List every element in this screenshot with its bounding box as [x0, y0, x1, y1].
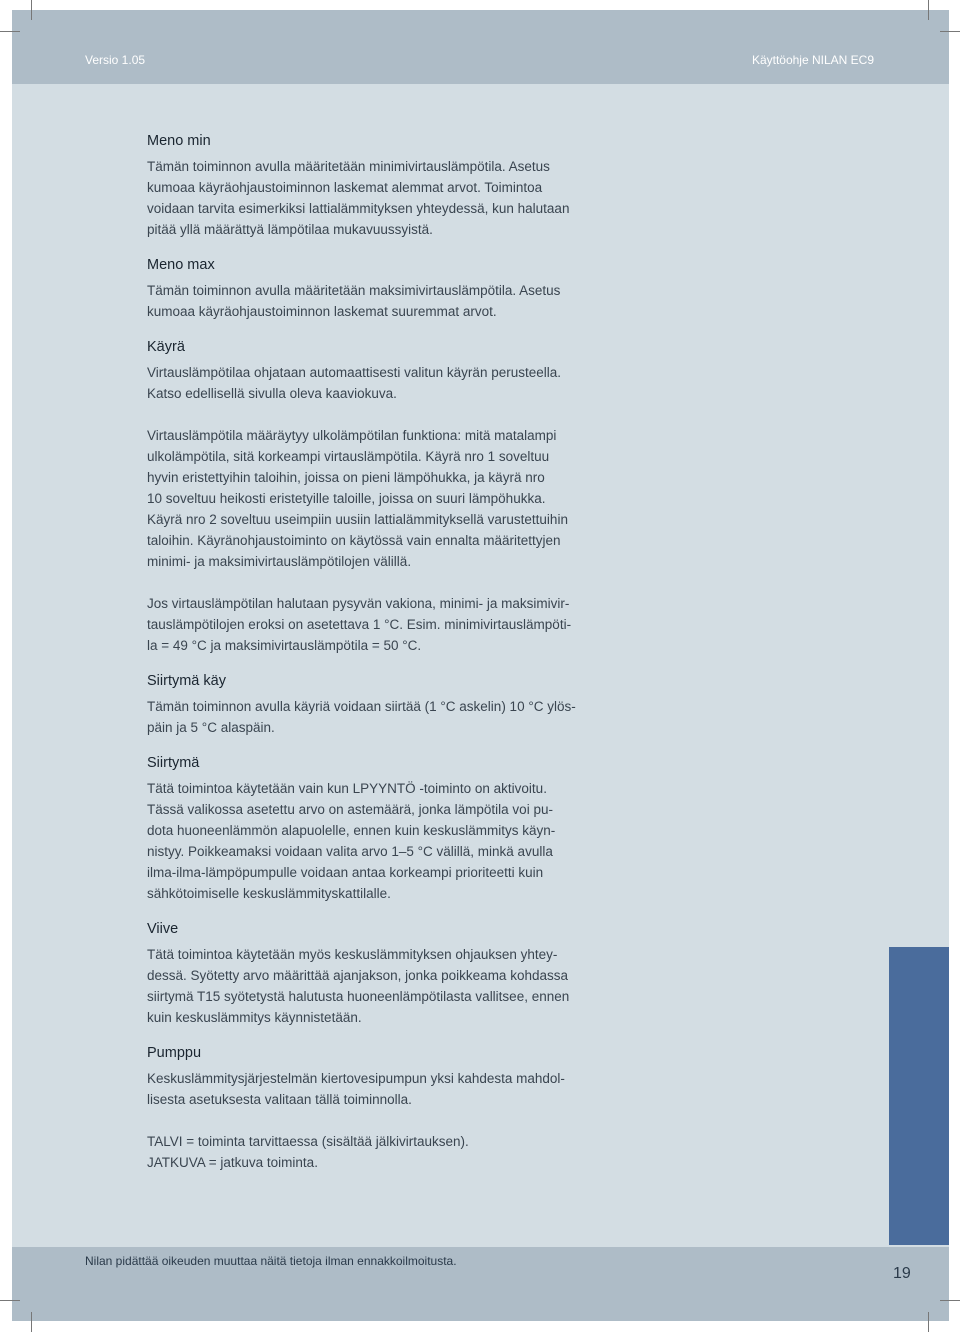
section-paragraph: Jos virtauslämpötilan halutaan pysyvän vakiona, minimi- ja maksimivir- tauslämpötilojen eroksi on asetettava 1 °C. Esim. minimivirtauslämpöti- la = 49 °C ja maksimivirtauslämpötila = 50 °C.: [147, 596, 572, 653]
crop-mark: [0, 1300, 20, 1301]
section-paragraph: Tämän toiminnon avulla määritetään maksimivirtauslämpötila. Asetus kumoaa käyräohjaustoiminnon laskemat suuremmat arvot.: [147, 283, 561, 319]
crop-mark: [928, 0, 929, 20]
section-kayra: [147, 336, 617, 656]
crop-mark: [940, 31, 960, 32]
crop-mark: [31, 0, 32, 20]
section-title: Meno max: [147, 257, 215, 273]
section-paragraph: Virtauslämpötilaa ohjataan automaattisesti valitun käyrän perusteella. Katso edellisellä sivulla oleva kaaviokuva.: [147, 365, 561, 401]
side-accent-tab: [889, 947, 949, 1245]
section-siirtyma-kay: [147, 670, 617, 738]
crop-mark: [31, 1312, 32, 1332]
section-paragraph: TALVI = toiminta tarvittaessa (sisältää jälkivirtauksen). JATKUVA = jatkuva toiminta.: [147, 1134, 469, 1170]
manual-title: Käyttöohje NILAN EC9: [751, 53, 874, 67]
section-pumppu: [147, 1042, 617, 1173]
section-meno-min: [147, 130, 617, 240]
section-meno-max: [147, 254, 617, 322]
page-number: 19: [893, 1265, 911, 1282]
footer-disclaimer: Nilan pidättää oikeuden muuttaa näitä tietoja ilman ennakkoilmoitusta.: [85, 1254, 457, 1268]
main-content: [147, 130, 617, 1173]
header-band: [12, 10, 949, 84]
section-title: Siirtymä käy: [147, 673, 226, 689]
crop-mark: [928, 1312, 929, 1332]
section-title: Meno min: [147, 133, 211, 149]
section-paragraph: Keskuslämmitysjärjestelmän kiertovesipumpun yksi kahdesta mahdol- lisesta asetuksesta valitaan tällä toiminnolla.: [147, 1071, 565, 1107]
section-paragraph: Tätä toimintoa käytetään vain kun LPYYNTÖ -toiminto on aktivoitu. Tässä valikossa asetettu arvo on astemäärä, jonka lämpötila voi pu- dota huoneenlämmön alapuolelle, ennen kuin keskuslämmitys käyn- nistyy. Poikkeamaksi voidaan valita arvo 1–5 °C välillä, minkä avulla ilma-ilma-lämpöpumpulle voidaan antaa korkeampi prioriteetti kuin sähkötoimiselle keskuslämmityskattilalle.: [147, 781, 556, 901]
crop-mark: [940, 1300, 960, 1301]
section-paragraph: Tämän toiminnon avulla käyriä voidaan siirtää (1 °C askelin) 10 °C ylös- päin ja 5 °C alaspäin.: [147, 699, 576, 735]
section-title: Viive: [147, 921, 179, 937]
section-siirtyma: [147, 752, 617, 904]
section-title: Siirtymä: [147, 755, 200, 771]
section-paragraph: Tätä toimintoa käytetään myös keskuslämmityksen ohjauksen yhtey- dessä. Syötetty arvo määrittää ajanjakson, jonka poikkeama kohdassa siirtymä T15 syötetystä halutusta huoneenlämpötilasta vallitsee, ennen kuin keskuslämmitys käynnistetään.: [147, 947, 570, 1025]
crop-mark: [0, 31, 20, 32]
section-paragraph: Virtauslämpötila määräytyy ulkolämpötilan funktiona: mitä matalampi ulkolämpötila, sitä korkeampi virtauslämpötila. Käyrä nro 1 soveltuu hyvin eristettyihin taloihin, joissa on pieni lämpöhukka, ja käyrä nro 10 soveltuu heikosti eristetyille taloille, joissa on suuri lämpöhukka. Käyrä nro 2 soveltuu useimpiin uusiin lattialämmityksellä varustettuihin taloihin. Käyränohjaustoiminto on käytössä vain ennalta määritettyjen minimi- ja maksimivirtauslämpötilojen välillä.: [147, 428, 568, 569]
section-paragraph: Tämän toiminnon avulla määritetään minimivirtauslämpötila. Asetus kumoaa käyräohjaustoiminnon laskemat alemmat arvot. Toimintoa voidaan tarvita esimerkiksi lattialämmityksen yhteydessä, kun halutaan pitää yllä määrättyä lämpötilaa mukavuussyistä.: [147, 159, 570, 237]
section-title: Pumppu: [147, 1045, 202, 1061]
section-title: Käyrä: [147, 339, 185, 355]
section-viive: [147, 918, 617, 1028]
version-label: Versio 1.05: [85, 53, 146, 67]
